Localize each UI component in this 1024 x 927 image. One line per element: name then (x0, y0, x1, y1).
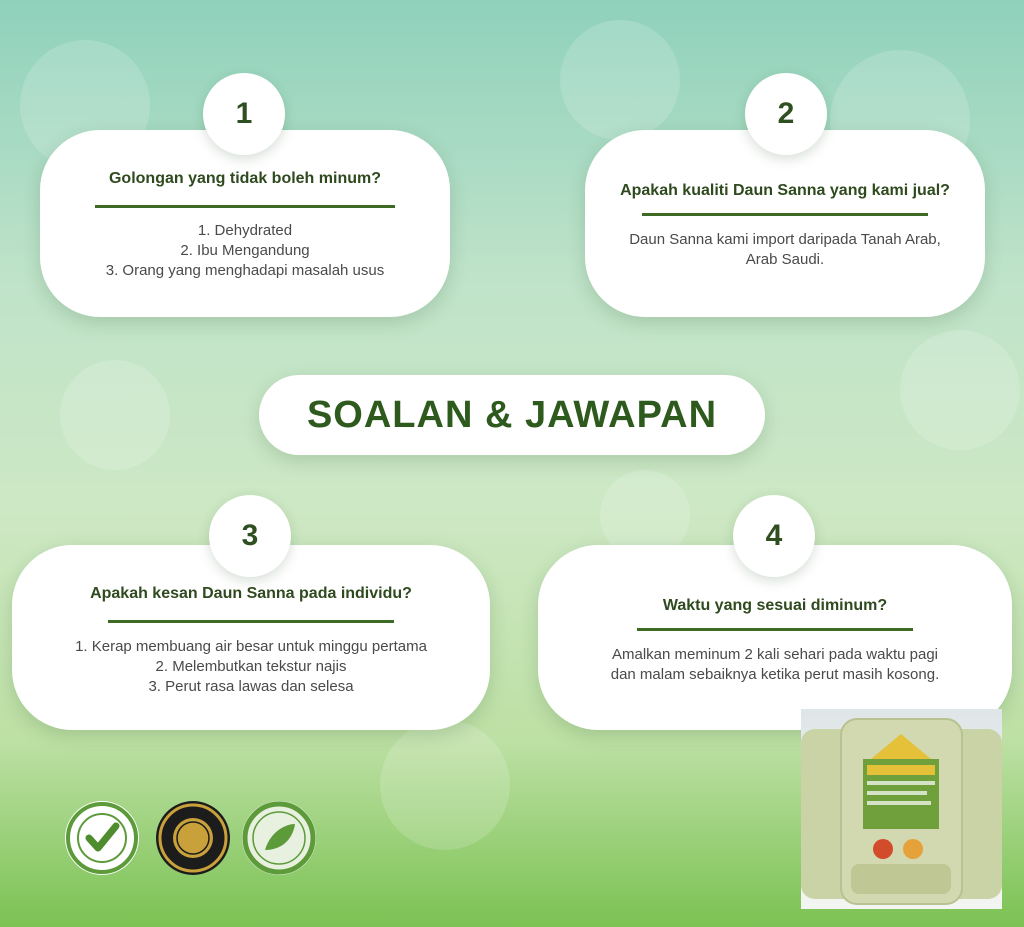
natural-product-seal-icon (241, 800, 317, 876)
bokeh-circle (380, 720, 510, 850)
question-4: Waktu yang sesuai diminum? (662, 597, 888, 614)
answer-line: 3. Orang yang menghadapi masalah usus (105, 262, 385, 279)
divider-3 (108, 620, 394, 623)
number-badge-4: 4 (733, 495, 815, 577)
qa-card-2 (585, 130, 985, 317)
number-badge-1: 1 (203, 73, 285, 155)
answer-line: 3. Perut rasa lawas dan selesa (148, 678, 354, 695)
number-badge-3: 3 (209, 495, 291, 577)
product-package-photo-icon (801, 709, 1002, 909)
divider-4 (637, 628, 913, 631)
answer-line: Arab Saudi. (745, 251, 825, 268)
question-2: Apakah kualiti Daun Sanna yang kami jual? (620, 182, 950, 199)
answer-line: dan malam sebaiknya ketika perut masih kosong. (610, 666, 940, 683)
answer-line: 1. Kerap membuang air besar untuk minggu pertama (75, 638, 427, 655)
question-3: Apakah kesan Daun Sanna pada individu? (90, 585, 412, 602)
question-1: Golongan yang tidak boleh minum? (108, 170, 381, 187)
answers-2 (585, 230, 985, 270)
divider-1 (95, 205, 395, 208)
answers-3 (12, 637, 490, 697)
number-badge-2: 2 (745, 73, 827, 155)
answers-4 (538, 645, 1012, 685)
answers-1 (40, 221, 450, 281)
answer-line: 1. Dehydrated (197, 222, 293, 239)
bokeh-circle (60, 360, 170, 470)
bokeh-circle (560, 20, 680, 140)
qa-card-1 (40, 130, 450, 317)
answer-line: 2. Melembutkan tekstur najis (155, 658, 347, 675)
page-title: SOALAN & JAWAPAN (259, 375, 765, 455)
bokeh-circle (900, 330, 1020, 450)
answer-line: Daun Sanna kami import daripada Tanah Arab, (629, 231, 941, 248)
satisfaction-guaranteed-seal-icon (155, 800, 231, 876)
quality-control-approved-seal-icon (64, 800, 140, 876)
answer-line: 2. Ibu Mengandung (180, 242, 310, 259)
answer-line: Amalkan meminum 2 kali sehari pada waktu pagi (612, 646, 938, 663)
divider-2 (642, 213, 928, 216)
